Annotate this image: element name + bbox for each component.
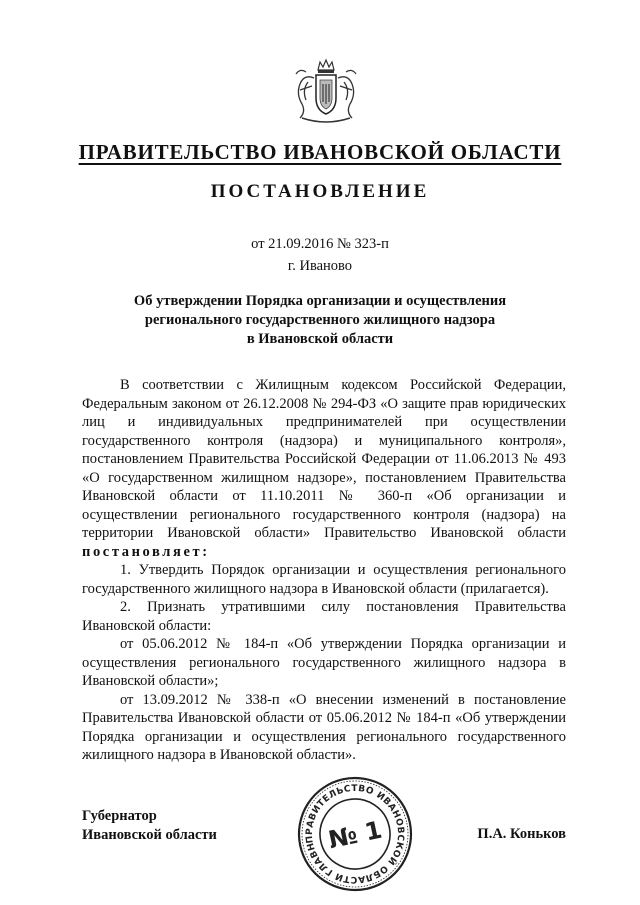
document-city: г. Иваново bbox=[287, 258, 353, 274]
subject-line: Об утверждении Порядка организации и осуществления bbox=[133, 293, 507, 309]
signer-position-line: Ивановской области bbox=[82, 827, 217, 843]
seal-ring-text: ПРАВИТЕЛЬСТВО ИВАНОВСКОЙ ОБЛАСТИ ГЛАВНОЕ bbox=[304, 783, 406, 885]
document-date-number: от 21.09.2016 № 323-п bbox=[251, 236, 389, 252]
document-subject bbox=[0, 292, 640, 349]
organization-title: ПРАВИТЕЛЬСТВО ИВАНОВСКОЙ ОБЛАСТИ bbox=[78, 140, 562, 164]
document-body bbox=[82, 376, 566, 765]
document-type-title: ПОСТАНОВЛЕНИЕ bbox=[210, 181, 430, 202]
item-2b-paragraph: от 13.09.2012 № 338-п «О внесении изменений в постановление Правительства Ивановской области от 05.06.2012 № 184-п «Об утверждении Порядка организации и осуществления регионального государственного жилищного надзора в Ивановской области». bbox=[82, 691, 566, 763]
preamble-text: В соответствии с Жилищным кодексом Российской Федерации, Федеральным законом от 26.12.2008 № 294-ФЗ «О защите прав юридических лиц и индивидуальных предпринимателей при осуществлении государственного контроля (надзора) и муниципального контроля», постановлением Правительства Российской Федерации от 11.06.2013 № 493 «О государственном жилищном надзоре», постановлением Правительства Ивановской области от 11.10.2011 № 360-п «Об организации и осуществлении регионального государственного контроля (надзора) на территории Ивановской области» Правительство Ивановской области bbox=[82, 377, 566, 541]
preamble-paragraph bbox=[82, 376, 566, 561]
signer-position-line: Губернатор bbox=[82, 808, 157, 824]
subject-line: в Ивановской области bbox=[246, 331, 394, 347]
item-2-paragraph: 2. Признать утратившими силу постановления Правительства Ивановской области: bbox=[82, 599, 566, 634]
decree-word: постановляет: bbox=[82, 543, 210, 560]
signer-name: П.А. Коньков bbox=[477, 826, 566, 842]
signer-position bbox=[82, 807, 217, 845]
subject-line: регионального государственного жилищного надзора bbox=[144, 312, 496, 328]
official-seal-stamp bbox=[296, 775, 414, 893]
seal-number: № 1 bbox=[325, 815, 385, 855]
item-1-paragraph: 1. Утвердить Порядок организации и осуществления регионального государственного жилищного надзора в Ивановской области (прилагается). bbox=[82, 562, 566, 597]
coat-of-arms-icon bbox=[286, 56, 366, 126]
item-2a-paragraph: от 05.06.2012 № 184-п «Об утверждении Порядка организации и осуществления регионального государственного жилищного надзора в Ивановской области»; bbox=[82, 636, 566, 689]
